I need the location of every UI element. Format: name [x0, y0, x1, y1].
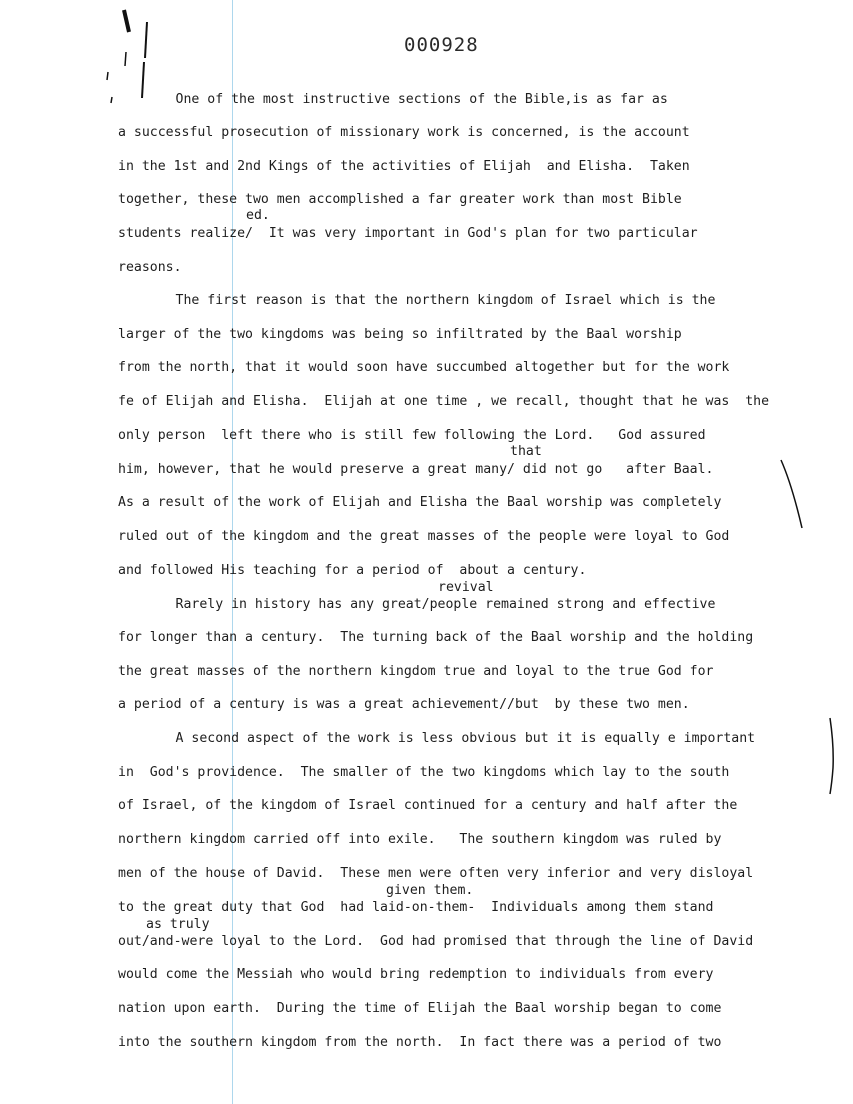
interlinear-insertion: ed.: [246, 208, 270, 223]
text-line: Rarely in history has any great/people remained strong and effective: [112, 597, 716, 612]
text-line: As a result of the work of Elijah and Elisha the Baal worship was completely: [118, 495, 722, 510]
text-line: northern kingdom carried off into exile. The southern kingdom was ruled by: [118, 832, 722, 847]
text-line: together, these two men accomplished a far greater work than most Bible: [118, 192, 682, 207]
text-line: a period of a century is was a great achievement//but by these two men.: [118, 697, 690, 712]
page-number: 000928: [404, 34, 479, 56]
text-line: would come the Messiah who would bring redemption to individuals from every: [118, 967, 714, 982]
text-line: him, however, that he would preserve a great many/ did not go after Baal.: [118, 462, 714, 477]
text-line: One of the most instructive sections of the Bible,is as far as: [112, 92, 668, 107]
interlinear-insertion: as truly: [146, 917, 210, 932]
text-line: larger of the two kingdoms was being so infiltrated by the Baal worship: [118, 327, 682, 342]
text-line: into the southern kingdom from the north. In fact there was a period of two: [118, 1035, 722, 1050]
text-line: reasons.: [118, 260, 182, 275]
text-line: A second aspect of the work is less obvious but it is equally e important: [112, 731, 756, 746]
text-line: in the 1st and 2nd Kings of the activities of Elijah and Elisha. Taken: [118, 159, 690, 174]
text-line: out/and-were loyal to the Lord. God had promised that through the line of David: [118, 934, 754, 949]
interlinear-insertion: that: [510, 444, 542, 459]
text-line: to the great duty that God had laid-on-them- Individuals among them stand: [118, 900, 714, 915]
text-line: men of the house of David. These men were often very inferior and very disloyal: [118, 866, 754, 881]
text-line: fe of Elijah and Elisha. Elijah at one time , we recall, thought that he was the: [118, 394, 770, 409]
text-line: the great masses of the northern kingdom true and loyal to the true God for: [118, 664, 714, 679]
ink-stroke: [145, 22, 147, 58]
text-line: for longer than a century. The turning back of the Baal worship and the holding: [118, 630, 754, 645]
ink-stroke: [124, 10, 129, 32]
ink-stroke: [781, 460, 802, 528]
interlinear-insertion: revival: [438, 580, 494, 595]
interlinear-insertion: given them.: [386, 883, 474, 898]
text-line: only person left there who is still few following the Lord. God assured: [118, 428, 706, 443]
ink-stroke: [125, 52, 126, 66]
text-line: in God's providence. The smaller of the two kingdoms which lay to the south: [118, 765, 730, 780]
text-line: nation upon earth. During the time of Elijah the Baal worship began to come: [118, 1001, 722, 1016]
text-line: a successful prosecution of missionary work is concerned, is the account: [118, 125, 690, 140]
text-line: students realize/ It was very important in God's plan for two particular: [118, 226, 698, 241]
text-line: of Israel, of the kingdom of Israel continued for a century and half after the: [118, 798, 738, 813]
text-line: The first reason is that the northern kingdom of Israel which is the: [112, 293, 716, 308]
text-line: from the north, that it would soon have succumbed altogether but for the work: [118, 360, 730, 375]
text-line: ruled out of the kingdom and the great masses of the people were loyal to God: [118, 529, 730, 544]
text-line: and followed His teaching for a period of about a century.: [118, 563, 587, 578]
ink-stroke: [830, 718, 833, 794]
ink-stroke: [107, 72, 108, 80]
